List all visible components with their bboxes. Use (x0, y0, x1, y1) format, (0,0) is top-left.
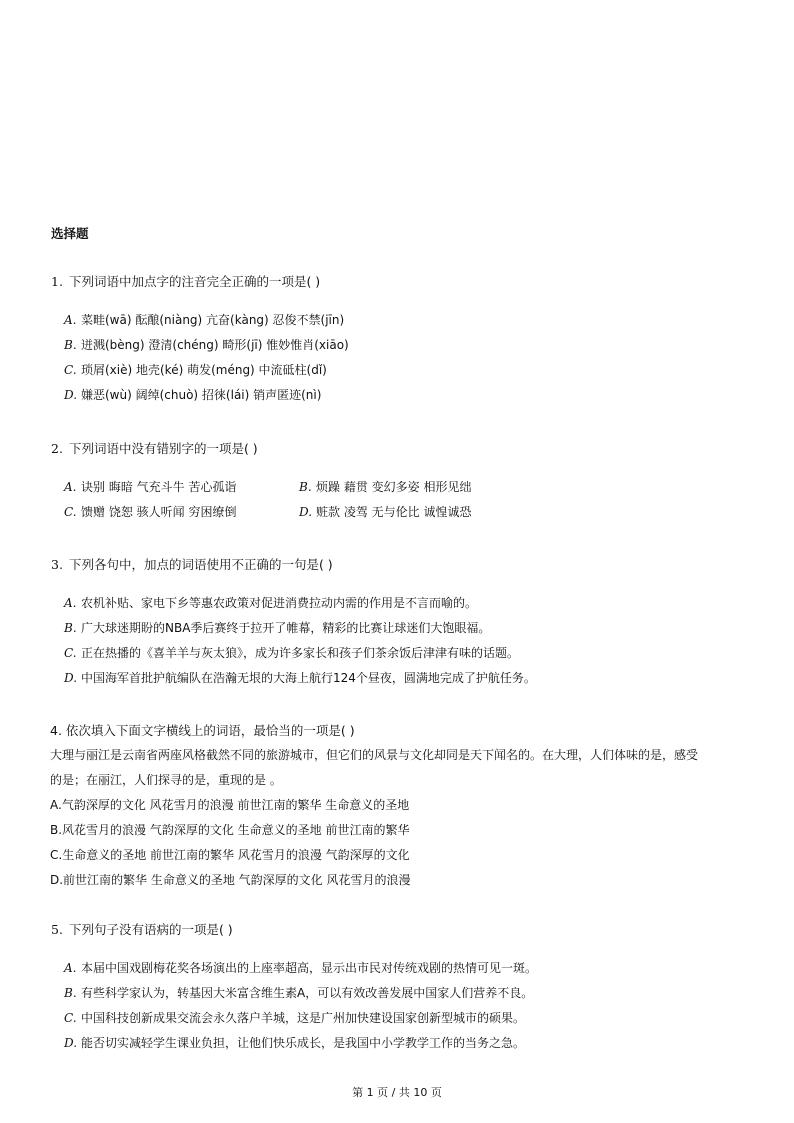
option-text: 诀别 晦暗 气充斗牛 苦心孤诣 (81, 480, 237, 494)
option-letter: B. (64, 986, 77, 1000)
question-2-option-c (64, 503, 236, 520)
section-title: 选择题 (51, 226, 89, 241)
option-text: 农机补贴、家电下乡等惠农政策对促进消费拉动内需的作用是不言而喻的。 (81, 596, 478, 610)
option-text: 赃款 凌驾 无与伦比 诚惶诚恐 (316, 505, 472, 519)
question-1-stem (51, 272, 320, 290)
option-letter: A. (64, 480, 77, 494)
option-text: 琐屑(xiè) 地壳(ké) 萌发(méng) 中流砥柱(dǐ) (81, 363, 327, 377)
question-3-option-b (64, 619, 490, 636)
page-footer: 第 1 页 / 共 10 页 (352, 1086, 442, 1099)
question-3-option-a (64, 594, 477, 611)
question-1-option-a (64, 311, 344, 328)
option-letter: D. (64, 1036, 78, 1050)
question-5-option-c (64, 1009, 525, 1026)
option-letter: B. (64, 621, 77, 635)
option-text: 广大球迷期盼的NBA季后赛终于拉开了帷幕，精彩的比赛让球迷们大饱眼福。 (81, 621, 491, 635)
question-4-stem: 4. 依次填入下面文字横线上的词语，最恰当的一项是( ) (50, 723, 355, 738)
option-letter: C. (64, 646, 77, 660)
question-3-text: 下列各句中，加点的词语使用不正确的一句是( ) (68, 557, 333, 572)
option-text: 有些科学家认为，转基因大米富含维生素A，可以有效改善发展中国家人们营养不良。 (81, 986, 534, 1000)
question-2-number: 2. (51, 441, 63, 456)
question-2-stem (51, 439, 258, 457)
question-5-option-b (64, 984, 533, 1001)
option-text: 迸溅(bèng) 澄清(chéng) 畸形(jī) 惟妙惟肖(xiāo) (81, 338, 349, 352)
question-4-option-d: D.前世江南的繁华 生命意义的圣地 气韵深厚的文化 风花雪月的浪漫 (50, 873, 411, 887)
question-3-option-c (64, 644, 519, 661)
question-1-option-d (64, 386, 321, 403)
option-text: 正在热播的《喜羊羊与灰太狼》，成为许多家长和孩子们茶余饭后津津有味的话题。 (81, 646, 520, 660)
question-5-text: 下列句子没有语病的一项是( ) (68, 922, 233, 937)
question-2-option-b (299, 478, 471, 495)
question-3-number: 3. (51, 557, 63, 572)
question-4-passage-line-2: 的是；在丽江，人们探寻的是，重现的是 。 (50, 773, 282, 787)
option-letter: A. (64, 596, 77, 610)
question-5-option-a (64, 959, 537, 976)
option-letter: C. (64, 363, 77, 377)
option-letter: A. (64, 313, 77, 327)
option-text: 能否切实减轻学生课业负担，让他们快乐成长，是我国中小学教学工作的当务之急。 (81, 1036, 526, 1050)
option-text: 馈赠 饶恕 骇人听闻 穷困缭倒 (81, 505, 237, 519)
question-1-option-b (64, 336, 349, 353)
option-text: 嫌恶(wù) 阔绰(chuò) 招徕(lái) 销声匿迹(nì) (81, 388, 322, 402)
question-1-text: 下列词语中加点字的注音完全正确的一项是( ) (68, 274, 321, 289)
question-3-stem (51, 555, 333, 573)
question-5-option-d (64, 1034, 525, 1051)
question-4-passage-line-1: 大理与丽江是云南省两座风格截然不同的旅游城市，但它们的风景与文化却同是天下闻名的。在大理，人们体味的是，感受 (50, 748, 699, 762)
question-5-stem (51, 920, 233, 938)
option-letter: C. (64, 505, 77, 519)
option-letter: B. (64, 338, 77, 352)
question-4-option-b: B.风花雪月的浪漫 气韵深厚的文化 生命意义的圣地 前世江南的繁华 (50, 823, 410, 837)
option-text: 菜畦(wā) 酝酿(niàng) 亢奋(kàng) 忍俊不禁(jīn) (81, 313, 345, 327)
question-5-number: 5. (51, 922, 63, 937)
option-letter: A. (64, 961, 77, 975)
option-letter: B. (299, 480, 312, 494)
question-1-number: 1. (51, 274, 63, 289)
option-letter: D. (64, 671, 78, 685)
question-2-option-d (299, 503, 471, 520)
option-letter: D. (299, 505, 313, 519)
option-text: 本届中国戏剧梅花奖各场演出的上座率超高，显示出市民对传统戏剧的热情可见一斑。 (81, 961, 538, 975)
question-3-option-d (64, 669, 536, 686)
option-letter: C. (64, 1011, 77, 1025)
option-letter: D. (64, 388, 78, 402)
option-text: 中国海军首批护航编队在浩瀚无垠的大海上航行124个昼夜，圆满地完成了护航任务。 (81, 671, 536, 685)
option-text: 烦躁 藉贯 变幻多姿 相形见绌 (316, 480, 472, 494)
question-1-option-c (64, 361, 327, 378)
question-2-option-a (64, 478, 236, 495)
question-4-option-c: C.生命意义的圣地 前世江南的繁华 风花雪月的浪漫 气韵深厚的文化 (50, 848, 410, 862)
question-2-text: 下列词语中没有错别字的一项是( ) (68, 441, 258, 456)
question-4-option-a: A.气韵深厚的文化 风花雪月的浪漫 前世江南的繁华 生命意义的圣地 (50, 798, 410, 812)
option-text: 中国科技创新成果交流会永久落户羊城，这是广州加快建设国家创新型城市的硕果。 (81, 1011, 526, 1025)
